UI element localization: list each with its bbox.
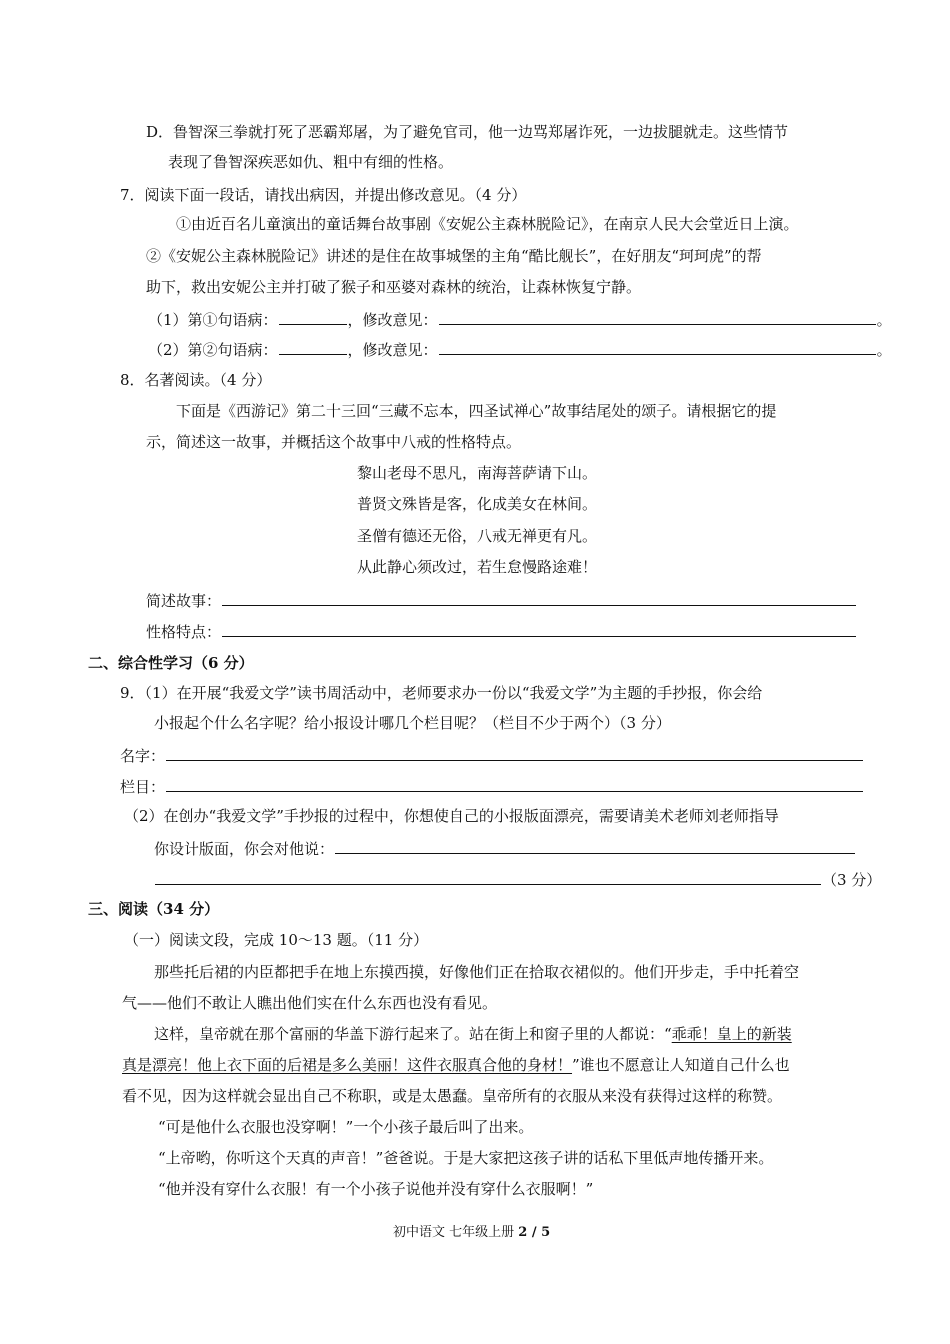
q7-s2-mid: ，修改意见：: [347, 341, 438, 359]
choice-d-line1: D．鲁智深三拳就打死了恶霸郑屠，为了避免官司，他一边骂郑屠诈死，一边拔腿就走。这些情节: [146, 123, 789, 141]
q7-sentence2-line: [148, 339, 892, 360]
q7-s1-mid: ，修改意见：: [347, 311, 438, 329]
choice-d-line2: 表现了鲁智深疾恶如仇、粗中有细的性格。: [168, 153, 454, 171]
q9-2-line2: [154, 838, 856, 859]
q7-s1-error-blank[interactable]: [279, 309, 347, 325]
section3-title: 三、阅读（34 分）: [88, 900, 220, 918]
q9-column-line: [120, 776, 864, 797]
q9-line2: 小报起个什么名字呢？给小报设计哪几个栏目呢？（栏目不少于两个）（3 分）: [154, 714, 671, 732]
q7-para1: ①由近百名儿童演出的童话舞台故事剧《安妮公主森林脱险记》，在南京人民大会堂近日上演。: [176, 215, 799, 233]
page-footer: [393, 1223, 550, 1243]
footer-page-number: 2 / 5: [518, 1225, 551, 1240]
q9-2-score: （3 分）: [822, 871, 882, 889]
reading-para2-text-a: 这样，皇帝就在那个富丽的华盖下游行起来了。站在街上和窗子里的人都说：“: [154, 1025, 672, 1043]
q8-para1: 下面是《西游记》第二十三回“三藏不忘本，四圣试禅心”故事结尾处的颂子。请根据它的提: [176, 402, 777, 420]
q7-sentence1-line: [148, 309, 892, 330]
q9-name-line: [120, 745, 864, 766]
q8-trait-label: 性格特点：: [146, 623, 222, 641]
q8-story-line: [146, 590, 857, 611]
reading-para1-line1: 那些托后裙的内臣都把手在地上东摸西摸，好像他们正在拾取衣裙似的。他们开步走，手中托着空: [154, 963, 800, 981]
q9-name-blank[interactable]: [166, 745, 863, 761]
q8-para2: 示，简述这一故事，并概括这个故事中八戒的性格特点。: [146, 433, 522, 451]
q7-s2-error-blank[interactable]: [279, 339, 347, 355]
reading-para3: “可是他什么衣服也没穿啊！”一个小孩子最后叫了出来。: [158, 1118, 534, 1136]
q9-column-label: 栏目：: [120, 778, 166, 796]
q7-title: 7．阅读下面一段话，请找出病因，并提出修改意见。（4 分）: [120, 186, 527, 204]
q7-s1-label: （1）第①句语病：: [148, 311, 278, 329]
q7-s2-fix-blank[interactable]: [439, 339, 876, 355]
q9-2-line3: [154, 869, 881, 890]
q7-para2: ②《安妮公主森林脱险记》讲述的是住在故事城堡的主角“酷比舰长”，在好朋友“珂珂虎”的帮: [146, 247, 762, 265]
reading-para2-line2: [122, 1055, 790, 1075]
q8-trait-line: [146, 621, 857, 642]
q9-line1: 9．（1）在开展“我爱文学”读书周活动中，老师要求办一份以“我爱文学”为主题的手抄报，你会给: [120, 684, 763, 702]
q9-2-blank1[interactable]: [335, 838, 855, 854]
q7-s1-end: 。: [876, 311, 892, 329]
q7-s2-end: 。: [876, 341, 892, 359]
q8-story-label: 简述故事：: [146, 592, 222, 610]
q7-para3: 助下，救出安妮公主并打破了猴子和巫婆对森林的统治，让森林恢复宁静。: [146, 278, 642, 296]
q9-2-line1: （2）在创办“我爱文学”手抄报的过程中，你想使自己的小报版面漂亮，需要请美术老师刘老师指导: [124, 807, 779, 825]
reading-para2-underlined-a: 乖乖！皇上的新装: [671, 1025, 792, 1043]
reading-para2-line3: 看不见，因为这样就会显出自己不称职，或是太愚蠢。皇帝所有的衣服从来没有获得过这样的称赞。: [122, 1087, 783, 1105]
q9-column-blank[interactable]: [166, 776, 863, 792]
q8-poem-line2: 普贤文殊皆是客，化成美女在林间。: [357, 495, 598, 513]
q8-story-blank[interactable]: [222, 590, 856, 606]
q8-poem-line1: 黎山老母不思凡，南海菩萨请下山。: [357, 464, 598, 482]
q9-name-label: 名字：: [120, 747, 166, 765]
q9-2-prompt: 你设计版面，你会对他说：: [154, 840, 335, 858]
reading-para1-line2: 气——他们不敢让人瞧出他们实在什么东西也没有看见。: [122, 994, 498, 1012]
footer-text: 初中语文 七年级上册: [393, 1225, 519, 1240]
q7-s2-label: （2）第②句语病：: [148, 341, 278, 359]
reading-para2-line1: [154, 1024, 792, 1044]
q8-poem-line4: 从此静心须改过，若生怠慢路途难！: [357, 558, 598, 576]
q8-title: 8．名著阅读。（4 分）: [120, 371, 272, 389]
section2-title: 二、综合性学习（6 分）: [88, 654, 254, 672]
reading-para5: “他并没有穿什么衣服！有一个小孩子说他并没有穿什么衣服啊！”: [158, 1180, 594, 1198]
q8-poem-line3: 圣僧有德还无俗，八戒无禅更有凡。: [357, 527, 598, 545]
reading-para2-text-b: ”谁也不愿意让人知道自己什么也: [572, 1056, 790, 1074]
reading-para2-underlined-b: 真是漂亮！他上衣下面的后裙是多么美丽！这件衣服真合他的身材！: [122, 1056, 573, 1074]
q7-s1-fix-blank[interactable]: [439, 309, 876, 325]
section3-sub1: （一）阅读文段，完成 10～13 题。（11 分）: [124, 931, 429, 949]
q8-trait-blank[interactable]: [222, 621, 856, 637]
q9-2-blank2[interactable]: [155, 869, 821, 885]
reading-para4: “上帝哟，你听这个天真的声音！”爸爸说。于是大家把这孩子讲的话私下里低声地传播开来。: [158, 1149, 774, 1167]
